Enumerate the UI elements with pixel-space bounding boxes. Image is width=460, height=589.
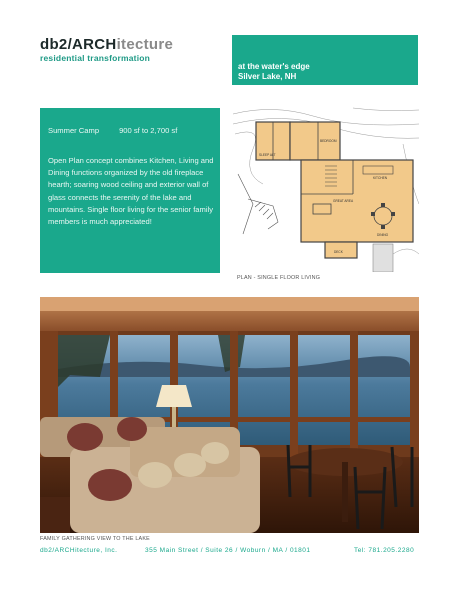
footer-address: 355 Main Street / Suite 26 / Woburn / MA / 01801 [145,547,311,554]
footer-company: db2/ARCHitecture, Inc. [40,547,118,554]
side-walk [373,244,393,272]
plan-caption: PLAN - SINGLE FLOOR LIVING [237,275,321,281]
label-dining: DINING [377,233,389,237]
summary-header [48,126,177,135]
label-bedroom: BEDROOM [320,139,337,143]
headline-title: at the water's edge [238,62,310,71]
summary-label: Summer Camp [48,126,100,135]
floor-plan [233,104,419,272]
logo-lead: db2/ARCH [40,36,117,53]
logo-wordmark [40,37,173,52]
label-kitchen: KITCHEN [373,176,387,180]
logo-tail: itecture [116,36,174,53]
summary-area: 900 sf to 2,700 sf [119,126,178,135]
interior-photo [40,297,419,533]
headline-block [232,35,418,85]
interior-photo-image [40,297,419,533]
floor-plan-drawing [233,104,419,272]
label-great-area: GREAT AREA [333,199,354,203]
company-logo [40,37,173,63]
label-deck: DECK [334,250,343,254]
footer-phone: Tel: 781.205.2280 [354,547,415,554]
label-sleep-alt: SLEEP ALT [259,153,276,157]
main-living [301,160,413,242]
headline-location: Silver Lake, NH [238,72,297,81]
photo-caption: FAMILY GATHERING VIEW TO THE LAKE [40,536,150,542]
exterior-lines [238,174,278,234]
summary-block [40,108,220,273]
logo-subtitle: residential transformation [40,53,151,63]
summary-body: Open Plan concept combines Kitchen, Living and Dining functions organized by the old fireplace hearth; soaring wood ceiling and exterior wall of glass connects the serenity of the lake and mountains. Single floor living for the senior family members is much appreciated! [48,156,214,227]
